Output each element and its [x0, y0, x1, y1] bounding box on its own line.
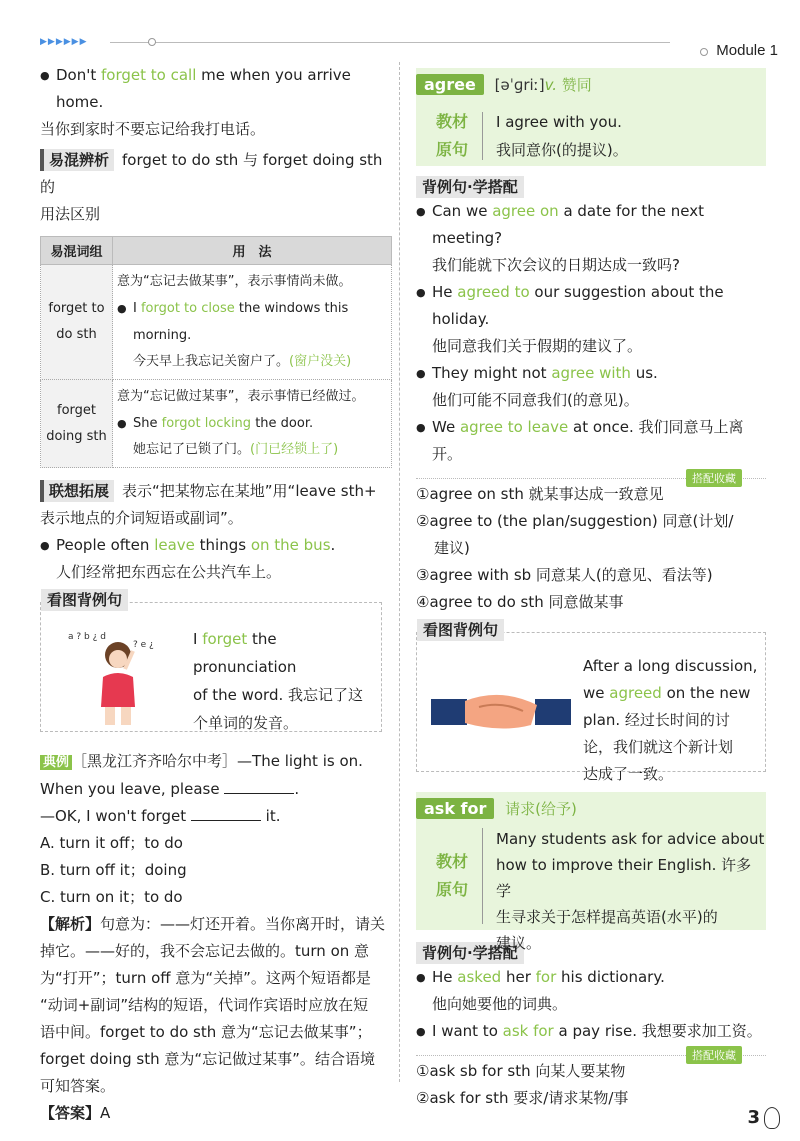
phrase-item: ①ask sb for sth 向某人要某物 [416, 1062, 626, 1080]
collect-divider [416, 1049, 766, 1062]
module-dot [700, 48, 708, 56]
phrase-item: ④agree to do sth 同意做某事 [416, 593, 624, 611]
handshake-picture-box: 看图背例句 After a long discussion, we agreed on the new plan. 经过长时间的讨 论，我们就这个新计划 达成了一致。 [416, 632, 766, 772]
option-a: A. turn it off；to do [40, 834, 183, 852]
picture-title: 看图背例句 [417, 619, 504, 641]
intro-example: ● Don't forget to call me when you arrive home. [40, 62, 392, 116]
confusion-table [40, 236, 392, 468]
svg-text:? e ¿: ? e ¿ [133, 640, 154, 650]
agree-example-1-zh: 我们能就下次会议的日期达成一致吗? [432, 256, 680, 274]
analysis-line: 可知答案。 [40, 1077, 116, 1095]
collect-tag: 搭配收藏 [686, 469, 742, 487]
option-b: B. turn off it；doing [40, 861, 187, 879]
association-intro: 联想拓展 表示“把某物忘在某地”用“leave sth+ [40, 478, 392, 505]
askfor-entry: ask for 请求(给予) 教材 原句 Many students ask for advice about how to improve their English. 许多学 生寻求关于怎样提高英语(水平)的 建议。 [416, 792, 766, 930]
handshake-illustration [431, 677, 571, 757]
phrase-item: 建议) [434, 539, 470, 557]
table-row: forget doing sth 意为“忘记做过某事”，表示事情已经做过。 ● She forgot locking the door. 她忘记了已锁了门。(门已经锁上了) [41, 380, 392, 468]
page-number: 3 [747, 1107, 780, 1129]
column-divider [399, 62, 400, 1082]
svg-text:a ? b ¿ d: a ? b ¿ d [68, 632, 106, 642]
typical-example: 典例 ［黑龙江齐齐哈尔中考］—The light is on. When you leave, please . —OK, I won't forget it. A. turn it off；to do B. turn off it；doing C. turn on it；to do 【解析】句意为：——灯还开着。当你离开时，请关 掉它。——好的，我不会忘记去做的。turn on 意 为“打开”；turn off 意为“关掉”。这两个短语都是 “动词+副词”结构的短语，代词作宾语时应放在短 语中间。forget to do sth 意为“忘记去做某事”； forget doing sth 意为“忘记做过某事”。结合语境 可知答案。 【答案】A [40, 748, 392, 1127]
agree-example-2-zh: 他同意我们关于假期的建议了。 [432, 337, 643, 355]
agree-example-2: ● He agreed to our suggestion about the holiday. [416, 279, 766, 333]
agree-examples-tag: 背例句·学搭配 [416, 176, 524, 198]
association-example: ● People often leave things on the bus. [40, 532, 392, 559]
collect-divider [416, 472, 766, 485]
collect-tag: 搭配收藏 [686, 1046, 742, 1064]
header-arrows: ▶▶▶▶▶▶ [40, 37, 88, 47]
analysis-line: 语中间。forget to do sth 意为“忘记去做某事”； [40, 1023, 372, 1041]
confusion-intro: 易混辨析 forget to do sth 与 forget doing sth 的 [40, 151, 383, 196]
phrase-item: ②ask for sth 要求/请求某物/事 [416, 1089, 629, 1107]
agree-word: agree [416, 74, 484, 95]
picture-title: 看图背例句 [41, 589, 128, 611]
lightbulb-icon [764, 1107, 780, 1129]
analysis-line: 为“打开”；turn off 意为“关掉”。这两个短语都是 [40, 969, 371, 987]
header-rule [110, 42, 670, 43]
phrase-item: ③agree with sb 同意某人(的意见、看法等) [416, 566, 713, 584]
left-column [40, 62, 392, 1127]
association-tag: 联想拓展 [40, 480, 114, 502]
analysis-line: forget doing sth 意为“忘记做过某事”。结合语境 [40, 1050, 375, 1068]
phrase-item: ①agree on sth 就某事达成一致意见 [416, 485, 664, 503]
girl-thinking-illustration [63, 619, 183, 729]
association-text: 表示地点的介词短语或副词”。 [40, 509, 243, 527]
ask-example-2: ● I want to ask for a pay rise. 我想要求加工资。 [416, 1018, 766, 1045]
agree-example-3: ● They might not agree with us. [416, 360, 766, 387]
ask-example-1: ● He asked her for his dictionary. [416, 964, 766, 991]
table-header-terms: 易混词组 [41, 237, 113, 265]
agree-example-1: ● Can we agree on a date for the next meeting? [416, 198, 766, 252]
agree-example-4: ● We agree to leave at once. 我们同意马上离开。 [416, 414, 766, 468]
analysis-line: “动词+副词”结构的短语，代词作宾语时应放在短 [40, 996, 369, 1014]
option-c: C. turn on it；to do [40, 888, 183, 906]
association-zh: 人们经常把东西忘在公共汽车上。 [56, 563, 282, 581]
askfor-word: ask for [416, 798, 494, 819]
analysis-line: 掉它。——好的，我不会忘记去做的。turn on 意 [40, 942, 370, 960]
right-column [416, 68, 766, 1112]
agree-entry: agree [əˈɡriː]v. 赞同 教材 原句 I agree with you. 我同意你(的提议)。 [416, 68, 766, 166]
ask-examples-tag: 背例句·学搭配 [416, 942, 524, 964]
ask-example-1-zh: 他向她要他的词典。 [432, 995, 568, 1013]
intro-zh: 当你到家时不要忘记给我打电话。 [40, 120, 266, 138]
module-label: Module 1 [716, 42, 778, 59]
table-row: forget to do sth 意为“忘记去做某事”，表示事情尚未做。 ● I forgot to close the windows this morning. 今天早上我忘记关窗户了。(窗户没关) [41, 265, 392, 380]
answer: 【答案】A [40, 1104, 111, 1122]
analysis: 【解析】句意为：——灯还开着。当你离开时，请关 [40, 915, 386, 933]
phrase-item: ②agree to (the plan/suggestion) 同意(计划/ [416, 512, 734, 530]
picture-box: 看图背例句 a ? b ¿ d ? e ¿ I forget the pronunciation of the word. 我忘记了这 个单词的发音。 [40, 602, 382, 732]
table-header-usage: 用 法 [113, 237, 392, 265]
example-tag: 典例 [40, 755, 72, 770]
confusion-tag: 易混辨析 [40, 149, 114, 171]
confusion-text: 用法区别 [40, 205, 101, 223]
agree-example-3-zh: 他们可能不同意我们(的意见)。 [432, 391, 639, 409]
header-dot [148, 38, 156, 46]
